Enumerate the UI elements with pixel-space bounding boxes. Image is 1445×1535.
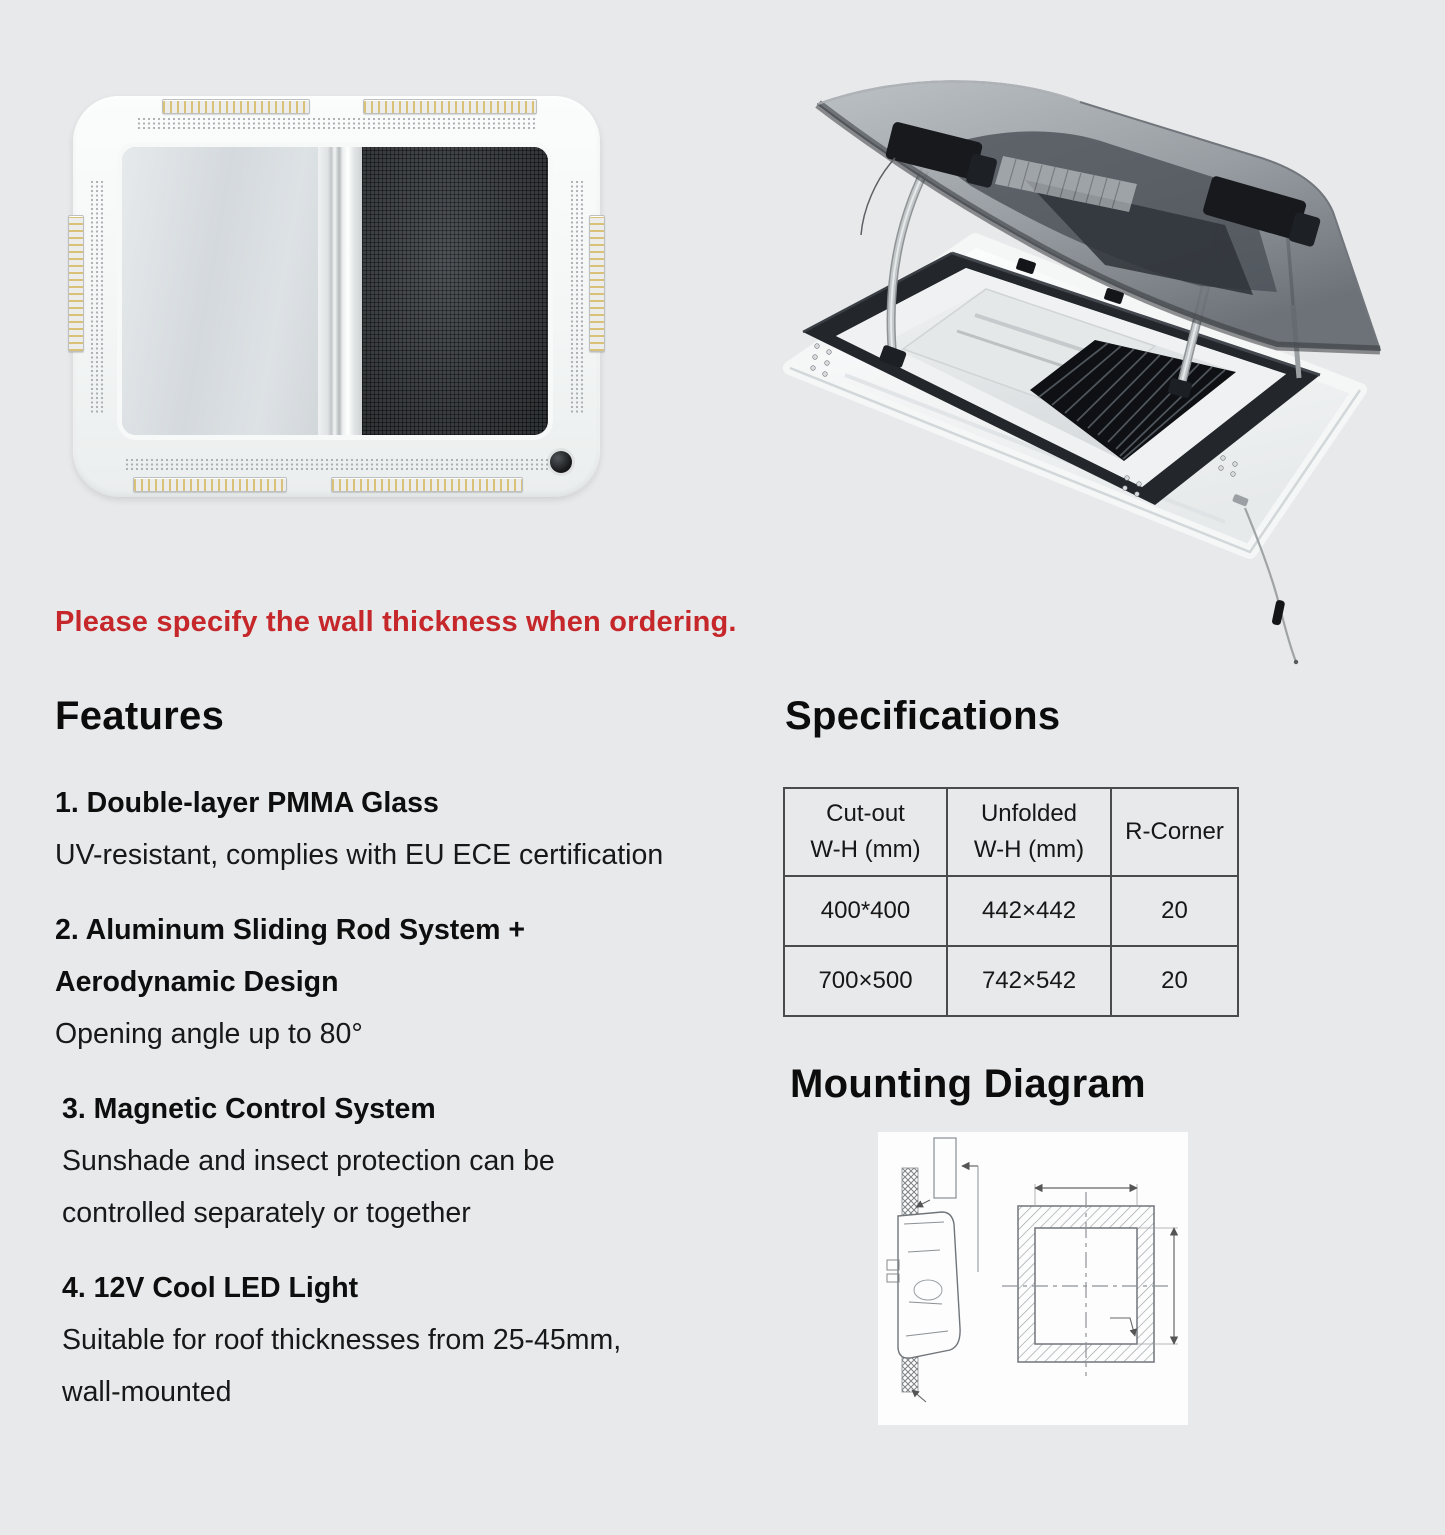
features-heading: Features — [55, 694, 225, 738]
sunshade-panel — [122, 147, 318, 435]
column-header: R-Corner — [1111, 788, 1238, 876]
column-header: Unfolded W-H (mm) — [947, 788, 1111, 876]
column-header: Cut-out W-H (mm) — [784, 788, 947, 876]
product-photo-interior — [73, 96, 600, 497]
feature-item — [55, 1083, 765, 1239]
led-strip — [331, 477, 523, 492]
divider-bar — [318, 147, 362, 435]
perforation-strip-bottom — [125, 458, 548, 471]
feature-text: Opening angle up to 80° — [55, 1018, 363, 1050]
mounting-heading: Mounting Diagram — [790, 1062, 1146, 1106]
spec-cell: 700×500 — [784, 946, 947, 1016]
features-section — [55, 694, 765, 1418]
perforation-strip-right — [570, 180, 583, 413]
mounting-diagram-card — [878, 1132, 1188, 1425]
spec-cell: 20 — [1111, 946, 1238, 1016]
led-strip — [162, 99, 310, 114]
perforation-strip-left — [90, 180, 103, 413]
table-row — [784, 876, 1238, 946]
perforation-strip-top — [137, 117, 536, 130]
feature-text: Suitable for roof thicknesses from 25-45mm, — [62, 1324, 622, 1356]
led-strip-side — [68, 215, 84, 352]
feature-title: 2. Aluminum Sliding Rod System + — [55, 914, 526, 946]
table-header-row — [784, 788, 1238, 876]
led-strip — [363, 99, 537, 114]
feature-text: UV-resistant, complies with EU ECE certification — [55, 839, 664, 871]
spec-cell: 20 — [1111, 876, 1238, 946]
hinge-cable — [861, 158, 895, 235]
cross-section-view — [887, 1138, 978, 1402]
specifications-table — [783, 787, 1239, 1017]
product-photo-open-window — [775, 60, 1435, 690]
led-strip-side — [589, 215, 605, 352]
window-opening — [122, 147, 548, 435]
feature-item — [55, 1262, 765, 1418]
feature-title: Aerodynamic Design — [55, 966, 339, 998]
feature-text: controlled separately or together — [62, 1197, 471, 1229]
feature-title: 4. 12V Cool LED Light — [62, 1272, 359, 1304]
feature-item — [55, 777, 765, 881]
led-strip — [133, 477, 287, 492]
order-note: Please specify the wall thickness when ordering. — [55, 606, 737, 638]
control-knob — [550, 451, 572, 473]
feature-text: wall-mounted — [62, 1376, 232, 1408]
spec-cell: 442×442 — [947, 876, 1111, 946]
spec-cell: 742×542 — [947, 946, 1111, 1016]
mounting-diagram — [878, 1132, 1188, 1425]
spec-cell: 400*400 — [784, 876, 947, 946]
feature-item — [55, 904, 765, 1060]
insect-mesh-panel — [362, 147, 548, 435]
table-row — [784, 946, 1238, 1016]
front-view — [1002, 1184, 1178, 1376]
feature-text: Sunshade and insect protection can be — [62, 1145, 555, 1177]
feature-title: 3. Magnetic Control System — [62, 1093, 436, 1125]
feature-title: 1. Double-layer PMMA Glass — [55, 787, 439, 819]
specifications-heading: Specifications — [785, 694, 1061, 738]
